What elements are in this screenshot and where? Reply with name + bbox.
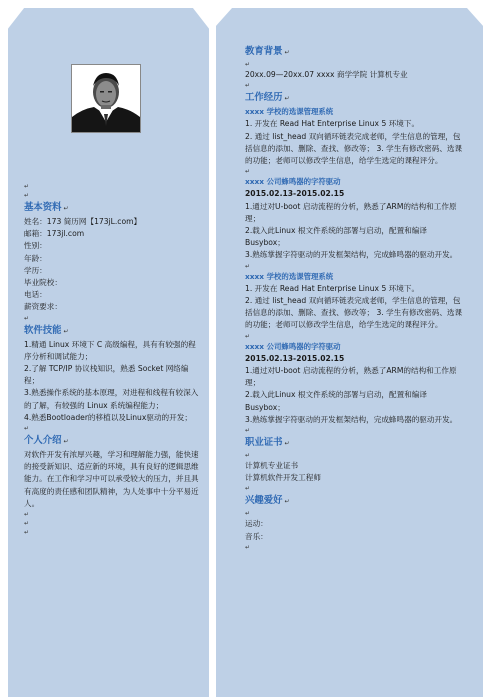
work-heading: 工作经历 ↵ (245, 92, 290, 104)
cert-item: 计算机软件开发工程师 (245, 473, 321, 483)
skill-item: 1.精通 Linux 环境下 C 高级编程，具有有较强的程序分析和调试能力； (24, 339, 196, 361)
basic-field: 姓名：173 简历网【173jL.com】 (24, 217, 142, 226)
work-block-heading: xxxx 学校的选课管理系统 (245, 271, 334, 281)
right-column: 教育背景 ↵ ↵ 20xx.09—20xx.07 xxxx 商学学院 计算机专业 ↵ 工作经历 ↵ xxxx 学校的选课管理系统 1. 开发在 Read Hat Enterprise Linux 5 环境下。 2. 通过 list_head 双向循环链表完成老师，学生信息的管理，包括信息的添加、删除、查找、修改等； 3. 学生有修改密码、选课的功能；老师可以修改学生信息，给学生选定的课程评分。 ↵ xxxx 公司蜂鸣器的字符驱动 2015.02.13-2015.02.15 1.通过对U-boot 启动流程的分析，熟悉了ARM的结构和工作原理； 2.载入此Linux 根文件系统的部署与启动，配置和编译 Busybox； 3.熟练掌握字符驱动的开发框架结构，完成蜂鸣器的驱动开发。 ↵ xxxx 学校的选课管理系统 1. 开发在 Read Hat Enterprise Linux 5 环境下。 2. 通过 list_head 双向循环链表完成老师，学生信息的管理，包括信息的添加、删除、查找、修改等； 3. 学生有修改密码、选课的功能；老师可以修改学生信息，给学生选定的课程评分。 ↵ xxxx 公司蜂鸣器的字符驱动 2015.02.13-2015.02.15 1.通过对U-boot 启动流程的分析，熟悉了ARM的结构和工作原理； 2.载入此Linux 根文件系统的部署与启动，配置和编译 Busybox； 3.熟练掌握字符驱动的开发框架结构，完成蜂鸣器的驱动开发。 ↵ 职业证书 ↵ ↵ 计算机专业证书 计算机软件开发工程师 ↵ 兴趣爱好 ↵ ↵ 运动： 音乐： ↵ (245, 46, 463, 551)
education-heading: 教育背景 ↵ (245, 46, 290, 57)
work-item: 2. 通过 list_head 双向循环链表完成老师，学生信息的管理，包括信息的添加、删除、查找、修改等； 3. 学生有修改密码、选课的功能；老师可以修改学生信息，给学生选定的课程评分。 (245, 296, 463, 330)
basic-field: 薪资要求： (24, 302, 62, 312)
work-block-heading: xxxx 公司蜂鸣器的字符驱动 (245, 177, 341, 187)
skill-item: 3.熟悉操作系统的基本原理，对进程和线程有较深入的了解，有较强的 Linux 系统编程能力； (24, 388, 199, 410)
intro-text: 对软件开发有浓厚兴趣，学习和理解能力强，能快速的接受新知识、适应新的环境，具有良好的逻辑思维能力。在工作和学习中可以承受较大的压力，并且具有高度的责任感和团队精神，为人处事中十分平易近人。 (24, 450, 199, 508)
basic-field: 毕业院校： (24, 278, 62, 288)
skill-item: 2.了解 TCP/IP 协议栈知识，熟悉 Socket 网络编程； (24, 364, 189, 386)
skill-item: 4.熟悉Bootloader的移植以及Linux驱动的开发； (24, 412, 192, 422)
hobby-item: 音乐： (245, 531, 268, 541)
work-item: 3.熟练掌握字符驱动的开发框架结构，完成蜂鸣器的驱动开发。 (245, 250, 458, 260)
education-line: 20xx.09—20xx.07 xxxx 商学学院 计算机专业 (245, 70, 408, 79)
skills-heading: 软件技能 ↵ (24, 324, 69, 336)
work-item: 1.通过对U-boot 启动流程的分析，熟悉了ARM的结构和工作原理； (245, 201, 457, 223)
basic-field: 电话： (24, 290, 47, 300)
basic-field: 邮箱：173jl.com (24, 229, 85, 239)
basic-field: 年龄： (24, 253, 47, 263)
basic-field: 学历： (24, 265, 47, 275)
hobby-item: 运动： (245, 519, 268, 529)
work-item: 1.通过对U-boot 启动流程的分析，熟悉了ARM的结构和工作原理； (245, 366, 457, 388)
work-block-heading: xxxx 学校的选课管理系统 (245, 107, 334, 117)
work-item: 1. 开发在 Read Hat Enterprise Linux 5 环境下。 (245, 283, 420, 293)
basic-info-heading: 基本资料 ↵ (24, 202, 69, 213)
work-item: 2.载入此Linux 根文件系统的部署与启动，配置和编译 Busybox； (245, 390, 427, 412)
work-item: 2.载入此Linux 根文件系统的部署与启动，配置和编译 Busybox； (245, 226, 427, 248)
left-column: ↵ ↵ 基本资料 ↵ 姓名：173 简历网【173jL.com】 邮箱：173jl.com 性别： 年龄： 学历： 毕业院校： 电话： 薪资要求： ↵ 软件技能 ↵ 1.精通 Linux 环境下 C 高级编程，具有有较强的程序分析和调试能力； 2.了解 TCP/IP 协议栈知识，熟悉 Socket 网络编程； 3.熟悉操作系统的基本原理，对进程和线程有较深入的了解，有较强的 Linux 系统编程能力； 4.熟悉Bootloader的移植以及Linux驱动的开发； ↵ 个人介绍 ↵ 对软件开发有浓厚兴趣，学习和理解能力强，能快速的接受新知识、适应新的环境，具有良好的逻辑思维能力。在工作和学习中可以承受较大的压力，并且具有高度的责任感和团队精神，为人处事中十分平易近人。 ↵ ↵ ↵ (24, 183, 199, 537)
work-item: 1. 开发在 Read Hat Enterprise Linux 5 环境下。 (245, 119, 420, 129)
work-block-heading: xxxx 公司蜂鸣器的字符驱动 (245, 341, 341, 351)
intro-heading: 个人介绍 ↵ (24, 435, 69, 447)
work-block-date: 2015.02.13-2015.02.15 (245, 189, 345, 199)
work-item: 3.熟练掌握字符驱动的开发框架结构，完成蜂鸣器的驱动开发。 (245, 414, 458, 424)
certs-heading: 职业证书 ↵ (245, 437, 290, 449)
basic-field: 性别： (24, 241, 47, 251)
cert-item: 计算机专业证书 (245, 461, 299, 471)
work-item: 2. 通过 list_head 双向循环链表完成老师，学生信息的管理，包括信息的添加、删除、查找、修改等； 3. 学生有修改密码、选课的功能；老师可以修改学生信息，给学生选定的课程评分。 (245, 131, 463, 166)
hobbies-heading: 兴趣爱好 ↵ (245, 495, 290, 507)
work-block-date: 2015.02.13-2015.02.15 (245, 353, 345, 363)
